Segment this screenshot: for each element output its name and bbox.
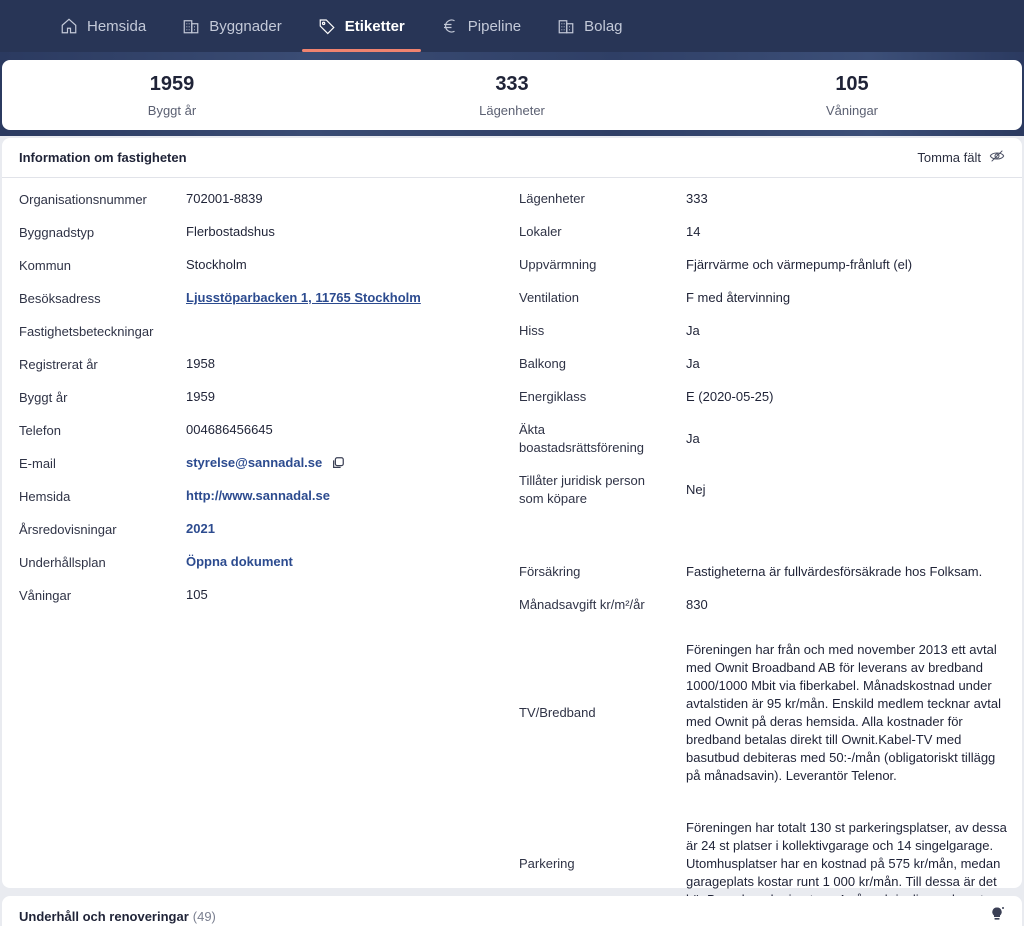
info-key: Äkta boastadsrättsförening bbox=[519, 422, 645, 455]
annual-report-link[interactable]: 2021 bbox=[186, 521, 215, 536]
info-row bbox=[519, 471, 706, 509]
info-value: 702001-8839 bbox=[186, 191, 263, 206]
info-row bbox=[19, 321, 186, 341]
info-value: 1959 bbox=[186, 389, 215, 404]
info-row bbox=[519, 630, 1016, 796]
info-key: Månadsavgift kr/m²/år bbox=[519, 597, 645, 612]
card-header bbox=[2, 138, 1022, 178]
info-key: Tillåter juridisk person som köpare bbox=[519, 473, 645, 506]
info-key: Lokaler bbox=[519, 224, 562, 239]
info-row bbox=[19, 453, 345, 473]
empty-fields-toggle[interactable] bbox=[917, 148, 1005, 167]
home-icon bbox=[60, 17, 78, 35]
euro-icon bbox=[441, 17, 459, 35]
info-row bbox=[19, 486, 330, 506]
info-row bbox=[519, 595, 708, 615]
info-row bbox=[519, 189, 708, 209]
info-row bbox=[519, 420, 700, 458]
nav-item-pipeline[interactable] bbox=[425, 0, 537, 52]
info-value: 004686456645 bbox=[186, 422, 273, 437]
buildings-icon bbox=[182, 17, 200, 35]
tag-icon bbox=[318, 17, 336, 35]
info-key: Hiss bbox=[519, 323, 545, 338]
info-row bbox=[19, 222, 275, 242]
website-link[interactable]: http://www.sannadal.se bbox=[186, 488, 330, 503]
stat-floors bbox=[682, 60, 1022, 130]
info-value: 105 bbox=[186, 587, 208, 602]
info-key: Byggnadstyp bbox=[19, 224, 95, 240]
info-row bbox=[19, 519, 215, 539]
info-value: Fjärrvärme och värmepump-frånluft (el) bbox=[686, 257, 913, 272]
info-key: Fastighetsbeteckningar bbox=[19, 323, 154, 339]
info-row bbox=[19, 387, 215, 407]
property-info-card bbox=[2, 138, 1022, 888]
info-key: Ventilation bbox=[519, 290, 579, 305]
info-key: Byggt år bbox=[19, 389, 68, 405]
stat-value: 1959 bbox=[149, 72, 195, 95]
info-value: 1958 bbox=[186, 356, 215, 371]
visit-address-link[interactable]: Ljusstöparbacken 1, 11765 Stockholm bbox=[186, 290, 421, 305]
info-key: Parkering bbox=[519, 856, 575, 871]
nav-item-etiketter[interactable] bbox=[302, 0, 421, 52]
stat-label: Byggt år bbox=[147, 102, 197, 118]
stat-label: Lägenheter bbox=[479, 102, 545, 118]
info-key: Lägenheter bbox=[519, 191, 585, 206]
maintenance-plan-link[interactable]: Öppna dokument bbox=[186, 554, 293, 569]
nav-label: Byggnader bbox=[209, 17, 282, 35]
info-value: E (2020-05-25) bbox=[686, 389, 774, 404]
info-value: Nej bbox=[686, 482, 706, 497]
info-row bbox=[19, 354, 215, 374]
info-value: Fastigheterna är fullvärdesförsäkrade hos Folksam. bbox=[686, 564, 983, 579]
info-value: 830 bbox=[686, 597, 708, 612]
stat-value: 105 bbox=[835, 72, 869, 95]
info-value: Ja bbox=[686, 323, 700, 338]
info-value: Ja bbox=[686, 431, 700, 446]
email-link[interactable]: styrelse@sannadal.se bbox=[186, 455, 323, 470]
company-icon bbox=[557, 17, 575, 35]
info-key: TV/Bredband bbox=[519, 705, 596, 720]
stat-label: Våningar bbox=[825, 102, 879, 118]
info-row bbox=[19, 585, 208, 605]
lightbulb-icon[interactable] bbox=[989, 906, 1005, 926]
maintenance-count: (49) bbox=[192, 908, 216, 924]
info-value: Föreningen har från och med november 2013 ett avtal med Ownit Broadband AB för leverans av bredband 1000/1000 Mbit via fiberkabel. Månadskostnad under avtalstiden är 95 kr/mån. Enskild medlem tecknar avtal med Ownit på deras hemsida. Alla kostnader för bredband betalas direkt till Ownit.Kabel-TV med basutbud debiteras med 50:-/mån (obligatoriskt tillägg på månadsavin). Leverantör Telenor. bbox=[686, 642, 1002, 783]
info-key: Underhållsplan bbox=[19, 554, 106, 570]
info-row bbox=[19, 552, 293, 572]
info-row bbox=[519, 562, 982, 582]
stats-bar bbox=[2, 60, 1022, 130]
info-row bbox=[519, 354, 700, 374]
nav-label: Etiketter bbox=[344, 17, 405, 35]
info-value: Föreningen har totalt 130 st parkeringsplatser, av dessa är 24 st platser i kollektivgarage och 14 singelgarage. Utomhusplatser har en kostnad på 575 kr/mån, medan garageplats kostar runt 1 000 kr/mån. Till dessa är det bbox=[686, 820, 1007, 889]
copy-icon[interactable] bbox=[331, 456, 345, 470]
info-key: Energiklass bbox=[519, 389, 587, 404]
info-value: Ja bbox=[686, 356, 700, 371]
nav-label: Pipeline bbox=[467, 17, 522, 35]
nav-item-byggnader[interactable] bbox=[166, 0, 298, 52]
info-key: Uppvärmning bbox=[519, 257, 597, 272]
stat-built-year bbox=[2, 60, 342, 130]
empty-fields-label: Tomma fält bbox=[917, 150, 981, 165]
info-key: Organisationsnummer bbox=[19, 191, 147, 207]
info-key: Hemsida bbox=[19, 488, 71, 504]
stat-value: 333 bbox=[495, 72, 529, 95]
info-key: Kommun bbox=[19, 257, 72, 273]
info-value: 333 bbox=[686, 191, 708, 206]
info-value: F med återvinning bbox=[686, 290, 791, 305]
info-key: Våningar bbox=[19, 587, 72, 603]
maintenance-section[interactable] bbox=[2, 896, 1022, 926]
stat-apartments bbox=[342, 60, 682, 130]
info-row bbox=[519, 222, 700, 242]
info-key: Försäkring bbox=[519, 564, 581, 579]
info-value: 14 bbox=[686, 224, 701, 239]
info-key: E-mail bbox=[19, 455, 56, 471]
info-row bbox=[519, 288, 790, 308]
nav-item-hemsida[interactable] bbox=[44, 0, 162, 52]
info-row bbox=[19, 420, 273, 440]
info-value: Stockholm bbox=[186, 257, 247, 272]
maintenance-title-text: Underhåll och renoveringar bbox=[19, 908, 189, 924]
info-row bbox=[19, 255, 247, 275]
info-value: Flerbostadshus bbox=[186, 224, 275, 239]
info-key: Registrerat år bbox=[19, 356, 98, 372]
nav-item-bolag[interactable] bbox=[541, 0, 638, 52]
info-key: Telefon bbox=[19, 422, 61, 438]
card-title: Information om fastigheten bbox=[19, 150, 187, 165]
top-navigation bbox=[0, 0, 1024, 52]
info-grid bbox=[2, 178, 1022, 889]
info-row bbox=[519, 321, 700, 341]
info-row bbox=[19, 189, 263, 209]
nav-label: Bolag bbox=[584, 17, 623, 35]
info-key: Balkong bbox=[519, 356, 566, 371]
nav-label: Hemsida bbox=[87, 17, 147, 35]
maintenance-title bbox=[19, 909, 216, 924]
info-row bbox=[19, 288, 421, 308]
info-row bbox=[519, 255, 912, 275]
info-key: Besöksadress bbox=[19, 290, 101, 306]
eye-off-icon bbox=[989, 148, 1005, 167]
info-key: Årsredovisningar bbox=[19, 521, 117, 537]
info-row bbox=[519, 387, 773, 407]
